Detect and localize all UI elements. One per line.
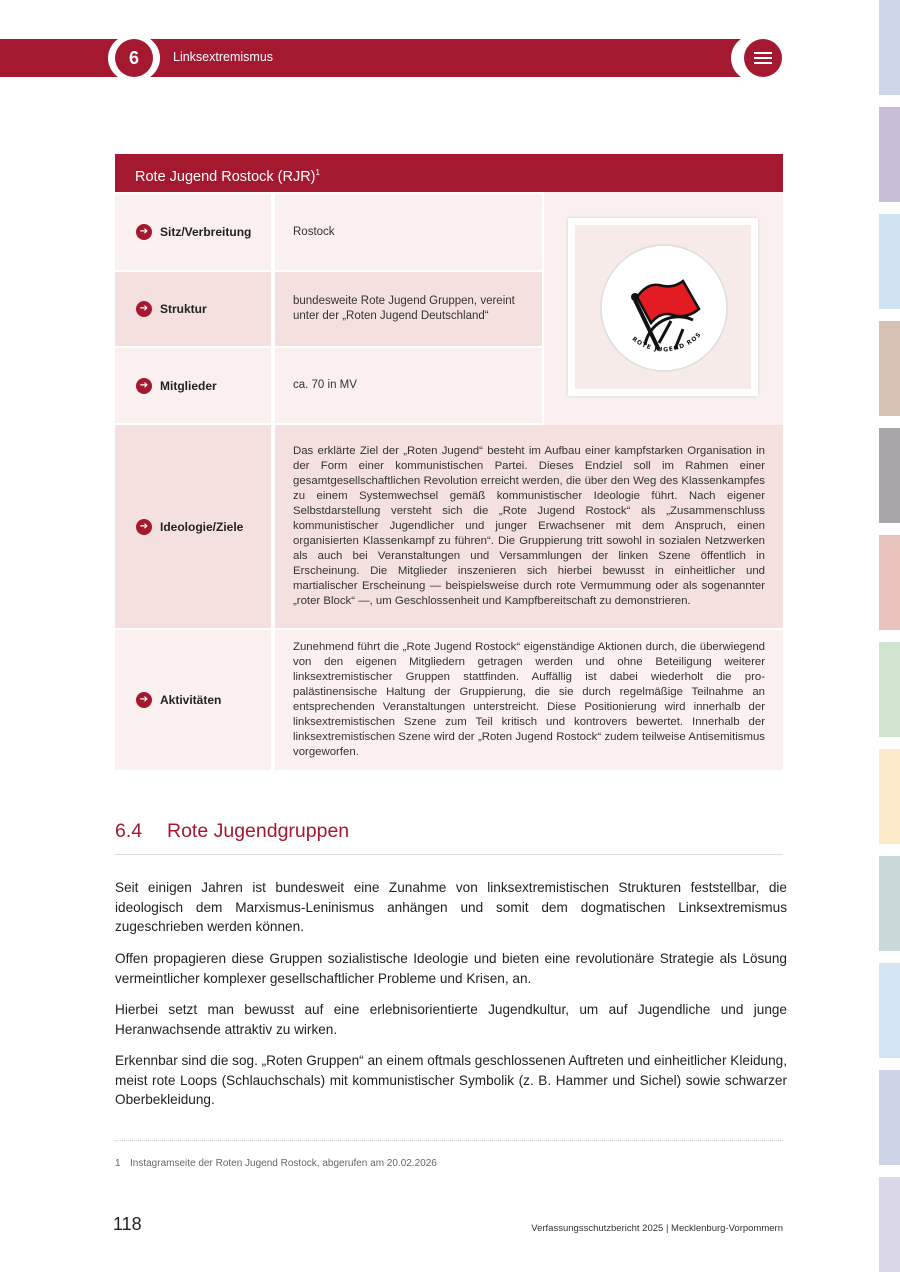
- row-label-cell: [115, 425, 273, 628]
- row-value-cell: [275, 272, 542, 346]
- side-chapter-tab[interactable]: [879, 963, 900, 1058]
- row-label: Ideologie/Ziele: [160, 519, 244, 534]
- table-row-ideologie: [115, 423, 783, 628]
- chapter-badge: [108, 35, 160, 81]
- row-value-cell: [275, 630, 783, 770]
- row-value: Rostock: [293, 225, 335, 238]
- row-value-cell: [275, 425, 783, 628]
- side-chapter-tab[interactable]: [879, 535, 900, 630]
- profile-table-title: [115, 154, 783, 192]
- side-chapter-tab[interactable]: [879, 749, 900, 844]
- hamburger-menu-icon: [754, 52, 772, 54]
- row-value: ca. 70 in MV: [293, 379, 357, 391]
- row-label-cell: [115, 630, 273, 770]
- footnote: [115, 1158, 437, 1169]
- row-value: Das erklärte Ziel der „Roten Jugend“ besteht im Aufbau einer kampfstarken Organisation in der Form einer kommunistischen Partei. Dieses Endziel soll im Rahmen einer gesamtgesellschaftlichen Revolution erreicht werden, die über den Weg des Klassenkampfes zu einem Systemwechsel gemäß kommunistischer Ideologie führt. Nach eigener Selbstdarstellung versteht sich die „Rote Jugend Rostock“ als „Zusammenschluss kommunistischer Jugendlicher und junger Erwachsener mit dem Anspruch, einen organisierten Klassenkampf zu führen“. Die Gruppierung tritt sowohl in sozialen Netzwerken als auch bei Veranstaltungen und Versammlungen der linken Szene öffentlich in Erscheinung. Die Mitglieder inszenieren sich hierbei bewusst in einheitlicher und martialischer Erscheinung — beispielsweise durch rote Vermummung oder als sogenannter „roter Block“ —, um Geschlossenheit und Kampfbereitschaft zu demonstrieren.: [293, 445, 765, 607]
- arrow-right-icon: ➔: [136, 519, 152, 535]
- side-chapter-tab[interactable]: [879, 214, 900, 309]
- hamburger-menu-button[interactable]: [744, 39, 782, 77]
- footnote-number: 1: [115, 1158, 121, 1169]
- row-value-cell: [275, 194, 542, 270]
- publication-footer: Verfassungsschutzbericht 2025 | Mecklenburg-Vorpommern: [531, 1223, 783, 1234]
- logo-image-background: [575, 225, 751, 389]
- chapter-title: Linksextremismus: [173, 50, 274, 64]
- chapter-number: 6: [115, 39, 153, 77]
- logo-cell: [542, 192, 783, 425]
- row-label-cell: [115, 348, 273, 423]
- arrow-right-icon: ➔: [136, 301, 152, 317]
- footnote-marker[interactable]: 1: [315, 168, 320, 177]
- side-chapter-tab[interactable]: [879, 0, 900, 95]
- side-chapter-tab[interactable]: [879, 428, 900, 523]
- logo-image-frame: [568, 218, 758, 396]
- row-label: Mitglieder: [160, 378, 217, 393]
- row-value-cell: [275, 348, 542, 423]
- footnote-divider: [115, 1140, 783, 1141]
- row-value: bundesweite Rote Jugend Gruppen, vereint unter der „Roten Jugend Deutschland“: [293, 295, 515, 322]
- side-chapter-tab[interactable]: [879, 856, 900, 951]
- footnote-text: Instagramseite der Roten Jugend Rostock, abgerufen am 20.02.2026: [130, 1158, 437, 1169]
- body-paragraph: Erkennbar sind die sog. „Roten Gruppen“ an einem oftmals geschlossenen Auftreten und einheitlicher Kleidung, meist rote Loops (Schlauchschals) mit kommunistischer Symbolik (z. B. Hammer und Sichel) sowie schwarzer Oberbekleidung.: [115, 1053, 787, 1107]
- profile-table-title-text: Rote Jugend Rostock (RJR): [135, 168, 316, 185]
- row-label: Sitz/Verbreitung: [160, 225, 252, 239]
- side-chapter-tab[interactable]: [879, 321, 900, 416]
- rote-jugend-logo: [575, 225, 751, 389]
- body-paragraph: Seit einigen Jahren ist bundesweit eine Zunahme von linksextremistischen Strukturen feststellbar, die ideologisch dem Marxismus-Leninismus anhängen und somit dem dogmatischen Linksextremismus zugeschrieben werden können.: [115, 880, 787, 934]
- table-row-aktivitaeten: [115, 628, 783, 770]
- row-label: Struktur: [160, 302, 207, 316]
- page-number: 118: [113, 1214, 142, 1234]
- section-number: 6.4: [115, 820, 143, 842]
- body-paragraph: Offen propagieren diese Gruppen sozialistische Ideologie und bieten eine revolutionäre Strategie als Lösung vermeintlicher komplexer gesellschaftlicher Probleme und Krisen, an.: [115, 951, 787, 986]
- row-label-cell: [115, 194, 273, 270]
- row-label: Aktivitäten: [160, 693, 222, 707]
- arrow-right-icon: ➔: [136, 692, 152, 708]
- side-chapter-tab[interactable]: [879, 107, 900, 202]
- row-value: Zunehmend führt die „Rote Jugend Rostock“ eigenständige Aktionen durch, die überwiegend von den eigenen Mitgliedern getragen werden und ohne Beteiligung weiterer linksextremistischer Gruppen stattfinden. Auffällig ist dabei wiederholt die pro-palästinensische Haltung der Gruppierung, die sie durch regelmäßige Teilnahme an entsprechenden Veranstaltungen unterstreicht. Diese Positionierung wird innerhalb der linksextremistischen Szene zum Teil kritisch und kontrovers bewertet. Innerhalb der linksextremistischen Szene wird der „Roten Jugend Rostock“ zudem teilweise Antisemitismus vorgeworfen.: [293, 641, 765, 758]
- side-chapter-tab[interactable]: [879, 1070, 900, 1165]
- section-heading: [115, 820, 783, 855]
- body-paragraph: Hierbei setzt man bewusst auf eine erlebnisorientierte Jugendkultur, um auf Jugendliche und junge Heranwachsende attraktiv zu wirken.: [115, 1002, 787, 1037]
- hamburger-menu-icon-line: [754, 62, 772, 64]
- row-label-cell: [115, 272, 273, 346]
- hamburger-menu-icon-line: [754, 57, 772, 59]
- section-title: Rote Jugendgruppen: [167, 820, 350, 842]
- arrow-right-icon: ➔: [136, 378, 152, 394]
- logo-text: ROTE JUGEND ROS: [630, 330, 704, 354]
- profile-table: [115, 154, 783, 770]
- arrow-right-icon: ➔: [136, 224, 152, 240]
- side-chapter-tab[interactable]: [879, 1177, 900, 1272]
- side-chapter-tab[interactable]: [879, 642, 900, 737]
